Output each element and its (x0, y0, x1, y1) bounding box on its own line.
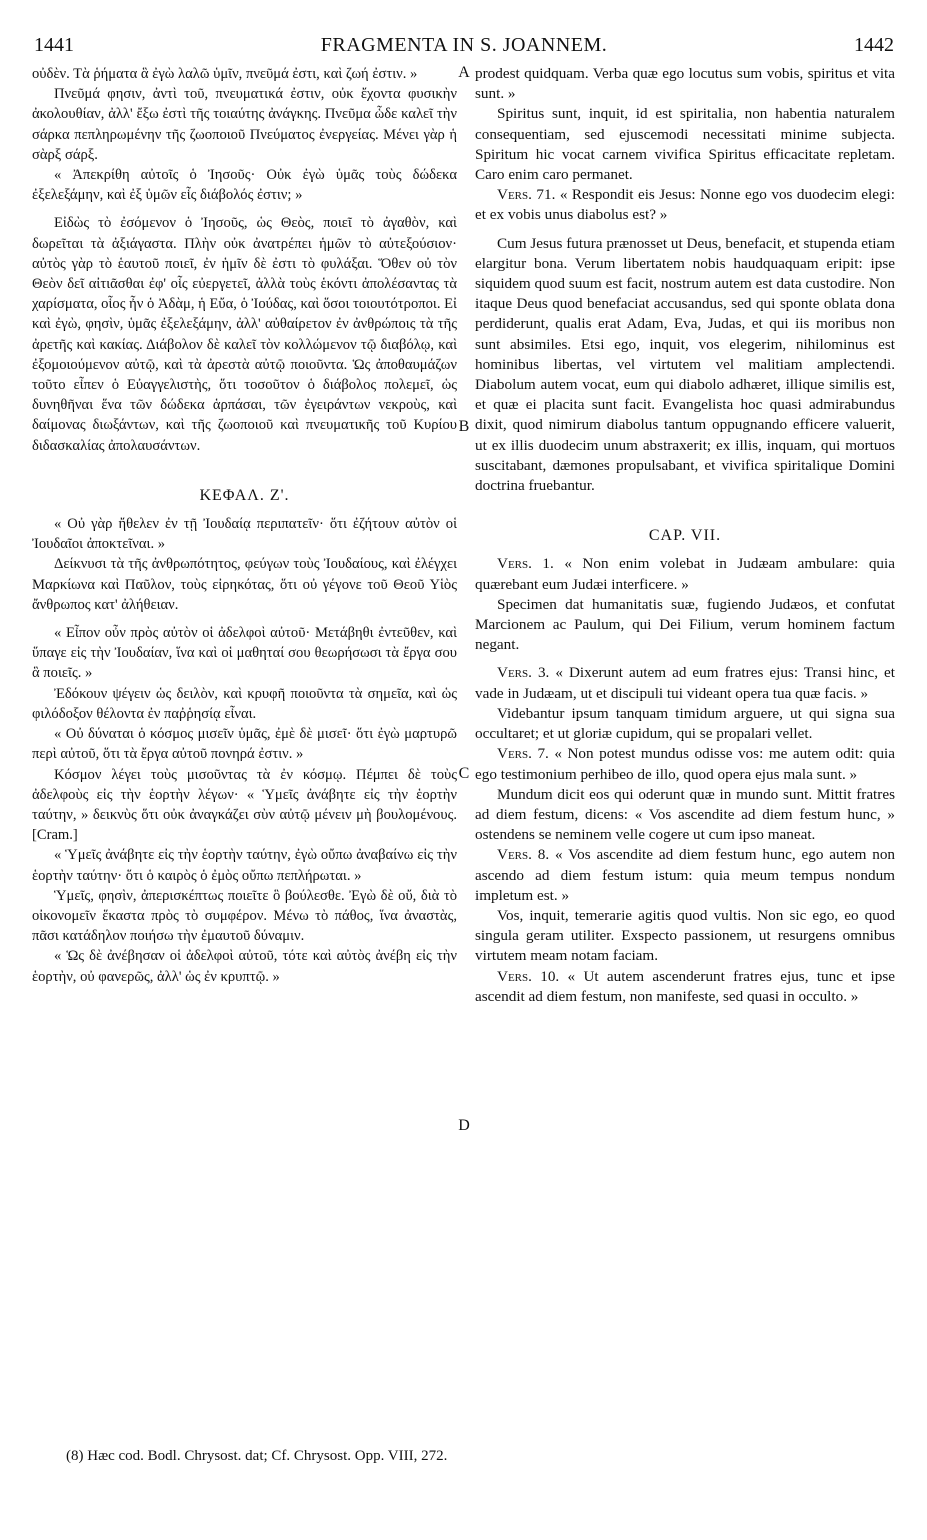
latin-chapter-heading: CAP. VII. (648, 527, 722, 545)
page-header (34, 34, 894, 60)
latin-verse: Vers. 8. « Vos ascendite ad diem festum hunc, ego autem non ascendo ad diem festum istum: quia meum tempus nondum impletum est. » (475, 846, 896, 904)
greek-paragraph: « Οὐ γὰρ ἤθελεν ἐν τῇ Ἰουδαίᾳ περιπατεῖν· ὅτι ἐζήτουν αὐτὸν οἱ Ἰουδαῖοι ἀποκτεῖναι. » (32, 516, 457, 553)
latin-paragraph: Videbantur ipsum tanquam timidum arguere, ut qui signa sua occultaret; et ut gloriæ cupidum, qui se propalari vellet. (475, 704, 895, 743)
section-marker-c: C (458, 765, 470, 782)
greek-column (32, 64, 457, 987)
latin-verse: Vers. 3. « Dixerunt autem ad eum fratres ejus: Transi hinc, et vade in Judæam, ut et discipuli tui videant opera tua quæ facis. » (475, 664, 895, 702)
greek-paragraph: « Οὐ δύναται ὁ κόσμος μισεῖν ὑμᾶς, ἐμὲ δὲ μισεῖ· ὅτι ἐγὼ μαρτυρῶ περὶ αὐτοῦ, ὅτι τὰ ἔργα αὐτοῦ πονηρά ἐστιν. » (32, 726, 457, 763)
latin-paragraph: Cum Jesus futura prænosset ut Deus, benefacit, et stupenda etiam elargitur bona. Verum libertatem nobis haudquaquam eripit: ipse siquidem quod suum est facit, nostrum autem est data custodire. Non itaque Deus quod benefaciat accusandus, sed qui sponte oblata dona perdiderunt, qualis erat Adam, Eva, Judas, et qui iis moribus non sunt absimiles. Etsi ego, inquit, vos elegerim, nihilominus est hominibus libertas, vel virtutem vel malitiam amplectendi. Diabolum autem vocat, eum qui diabolo adhæret, illique similis est, et quæ ei placita sunt facit. Evangelista hoc quasi admirabundus dixit, quod nimirum diabolus tantum oppugnando efficere valuerit, ut ex illis duodecim unum abstraxerit; ex illis, inquam, qui mortuos suscitabant, dæmones propulsabant, et vivifica spiritalique Domini doctrina fruebantur. (475, 234, 895, 495)
verse-label: Vers. 3. (497, 664, 550, 682)
greek-paragraph: « Ὡς δὲ ἀνέβησαν οἱ ἀδελφοὶ αὐτοῦ, τότε καὶ αὐτὸς ἀνέβη εἰς τὴν ἑορτὴν, οὐ φανερῶς, ἀλλ' ὡς ἐν κρυπτῷ. » (32, 948, 457, 985)
greek-paragraph: Ἐδόκουν ψέγειν ὡς δειλὸν, καὶ κρυφῆ ποιοῦντα τὰ σημεῖα, καὶ ὡς φιλόδοξον θέλοντα ἐν παῤῥησίᾳ εἶναι. (32, 685, 457, 722)
verse-label: Vers. 10. (497, 967, 560, 985)
footnote: (8) Hæc cod. Bodl. Chrysost. dat; Cf. Chrysost. Opp. VIII, 272. (66, 1448, 448, 1464)
right-column-number: 1442 (854, 34, 894, 56)
section-marker-b: B (458, 418, 470, 435)
verse-label: Vers. 1. (497, 555, 554, 573)
latin-verse: Vers. 10. « Ut autem ascenderunt fratres ejus, tunc et ipse ascendit ad diem festum, non manifeste, sed quasi in occulto. » (475, 967, 895, 1005)
greek-paragraph: « Ὑμεῖς ἀνάβητε εἰς τὴν ἑορτὴν ταύτην, ἐγὼ οὔπω ἀναβαίνω εἰς τὴν ἑορτὴν ταύτην· ὅτι ὁ καιρὸς ὁ ἐμὸς οὔπω πεπλήρωται. » (32, 847, 457, 884)
latin-paragraph: Vos, inquit, temerarie agitis quod vultis. Non sic ego, eo quod singula geram utiliter. Exspecto passionem, ut resurgens omnibus virtutem meam notam faciam. (475, 906, 895, 965)
greek-paragraph: οὐδὲν. Τὰ ῥήματα ἃ ἐγὼ λαλῶ ὑμῖν, πνεῦμά ἐστι, καὶ ζωή ἐστιν. » (32, 66, 418, 82)
section-marker-a: A (458, 64, 470, 81)
running-title: FRAGMENTA IN S. JOANNEM. (320, 34, 608, 56)
latin-paragraph: prodest quidquam. Verba quæ ego locutus sum vobis, spiritus et vita sunt. » (475, 65, 895, 103)
verse-label: Vers. 8. (497, 846, 550, 864)
greek-paragraph: Δείκνυσι τὰ τῆς ἀνθρωπότητος, φεύγων τοὺς Ἰουδαίους, καὶ ἐλέγχει Μαρκίωνα καὶ Παῦλον, τοὺς εἰρηκότας, ὅτι οὐ γέγονε τοῦ Θεοῦ Υἱὸς ἄνθρωπος κατ' ἀλήθειαν. (32, 556, 457, 613)
latin-paragraph: Specimen dat humanitatis suæ, fugiendo Judæos, et confutat Marcionem ac Paulum, qui Dei Filium, verum hominem factum negant. (475, 595, 895, 654)
latin-column (475, 64, 895, 1007)
latin-verse: Vers. 71. « Respondit eis Jesus: Nonne ego vos duodecim elegi: et ex vobis unus diabolus est? » (475, 186, 895, 224)
latin-paragraph: Mundum dicit eos qui oderunt quæ in mundo sunt. Mittit fratres ad diem festum, dicens: « Vos ascendite ad diem festum hunc, » ostendens se neminem velle cogere ut cum ipso maneat. (475, 785, 895, 844)
latin-verse: Vers. 1. « Non enim volebat in Judæam ambulare: quia quærebant eum Judæi interficere. » (475, 555, 895, 593)
greek-paragraph: Πνεῦμά φησιν, ἀντὶ τοῦ, πνευματικά ἐστιν, οὐκ ἔχοντα φυσικὴν ἀκολουθίαν, ἀλλ' ἔξω ἐστὶ τῆς τοιαύτης ἀνάγκης. Πνεῦμα ὧδε καλεῖ τὴν σάρκα πεπληρωμένην τῆς ζωοποιοῦ Πνεύματος ἐνεργείας. Μένει γὰρ ἡ σὰρξ σάρξ. (32, 86, 457, 163)
greek-paragraph: « Ἀπεκρίθη αὐτοῖς ὁ Ἰησοῦς· Οὐκ ἐγὼ ὑμᾶς τοὺς δώδεκα ἐξελεξάμην, καὶ ἐξ ὑμῶν εἷς διάβολός ἐστιν; » (32, 167, 457, 204)
greek-chapter-heading: ΚΕΦΑΛ. Ζ'. (199, 486, 290, 504)
verse-label: Vers. 7. (497, 745, 549, 763)
left-column-number: 1441 (34, 34, 74, 56)
greek-paragraph: Κόσμον λέγει τοὺς μισοῦντας τὰ ἐν κόσμῳ. Πέμπει δὲ τοὺς ἀδελφοὺς εἰς τὴν ἑορτὴν λέγων· « Ὑμεῖς ἀνάβητε εἰς τὴν ἑορτὴν ταύτην, » δεικνὺς ὅτι οὐκ ἀναγκάζει σὺν αὐτῷ μένειν μὴ βουλομένους. [Cram.] (32, 766, 457, 844)
section-marker-d: D (458, 1117, 470, 1134)
greek-paragraph: Ὑμεῖς, φησὶν, ἀπερισκέπτως ποιεῖτε ὃ βούλεσθε. Ἐγὼ δὲ οὔ, διὰ τὸ οἰκονομεῖν ἕκαστα πρὸς τὸ συμφέρον. Μένω τὸ πάθος, ἵνα ἀναστὰς, πᾶσι κατάδηλον ποιήσω τὴν ἐμαυτοῦ δύναμιν. (32, 887, 457, 945)
latin-verse: Vers. 7. « Non potest mundus odisse vos: me autem odit: quia ego testimonium perhibeo de illo, quod opera ejus mala sunt. » (475, 745, 895, 783)
greek-paragraph: Εἰδὼς τὸ ἐσόμενον ὁ Ἰησοῦς, ὡς Θεὸς, ποιεῖ τὸ ἀγαθὸν, καὶ δωρεῖται τὰ ἀξιάγαστα. Πλὴν οὐκ ἀνατρέπει ἡμῶν τὸ αὐτεξούσιον· αὐτὸς γὰρ τὸ ἑαυτοῦ ποιεῖ, ἐν ἡμῖν δὲ ἐστι τὸ φυλάξαι. Ὅθεν οὐ τὸν Θεὸν δεῖ αἰτιᾶσθαι ἐφ' οἷς εὐεργετεῖ, ἀλλὰ τοὺς ἑκόντι ἀπολέσαντας τὰ χαρίσματα, οἷος ἦν ὁ Ἀδὰμ, ἡ Εὔα, ὁ Ἰούδας, καὶ ὅσοι τοιουτότροποι. Εἰ καὶ ἐγὼ, φησὶν, ὑμᾶς ἐξελεξάμην, ἀλλ' αὐθαίρετον ἐν ἀνθρώποις τὰ τῆς ἀρετῆς καὶ κακίας. Διάβολον δὲ καλεῖ τὸν κολλώμενον τῷ διαβόλῳ, καὶ ἐξομοιούμενον αὐτῷ, καὶ τὰ ἀρεστὰ αὐτῷ ποιοῦντα. Ὡς ἀποθαυμάζων τοῦτο εἶπεν ὁ Εὐαγγελιστὴς, ὅτι τοσοῦτον ὁ διάβολος πολεμεῖ, ὡς δυνηθῆναι ἕνα τῶν δώδεκα ἁρπάσαι, τῶν ἐγειράντων νεκροὺς, καὶ δαίμονας διωξάντων, καὶ τῆς ζωοποιοῦ καὶ πνευματικῆς τοῦ Κυρίου διδασκαλίας ἀπολαυσάντων. (32, 215, 457, 454)
latin-paragraph: Spiritus sunt, inquit, id est spiritalia, non habentia naturalem consequentiam, sed ejuscemodi necessitati minime subjecta. Spiritum hic vocat carnem vivifica Spiritus efficacitate repletam. Caro enim caro permanet. (475, 105, 895, 184)
greek-paragraph: « Εἶπον οὖν πρὸς αὐτὸν οἱ ἀδελφοὶ αὐτοῦ· Μετάβηθι ἐντεῦθεν, καὶ ὕπαγε εἰς τὴν Ἰουδαίαν, ἵνα καὶ οἱ μαθηταί σου θεωρήσωσι τὰ ἔργα σου ἃ ποιεῖς. » (32, 625, 457, 682)
verse-label: Vers. 71. (497, 186, 556, 204)
